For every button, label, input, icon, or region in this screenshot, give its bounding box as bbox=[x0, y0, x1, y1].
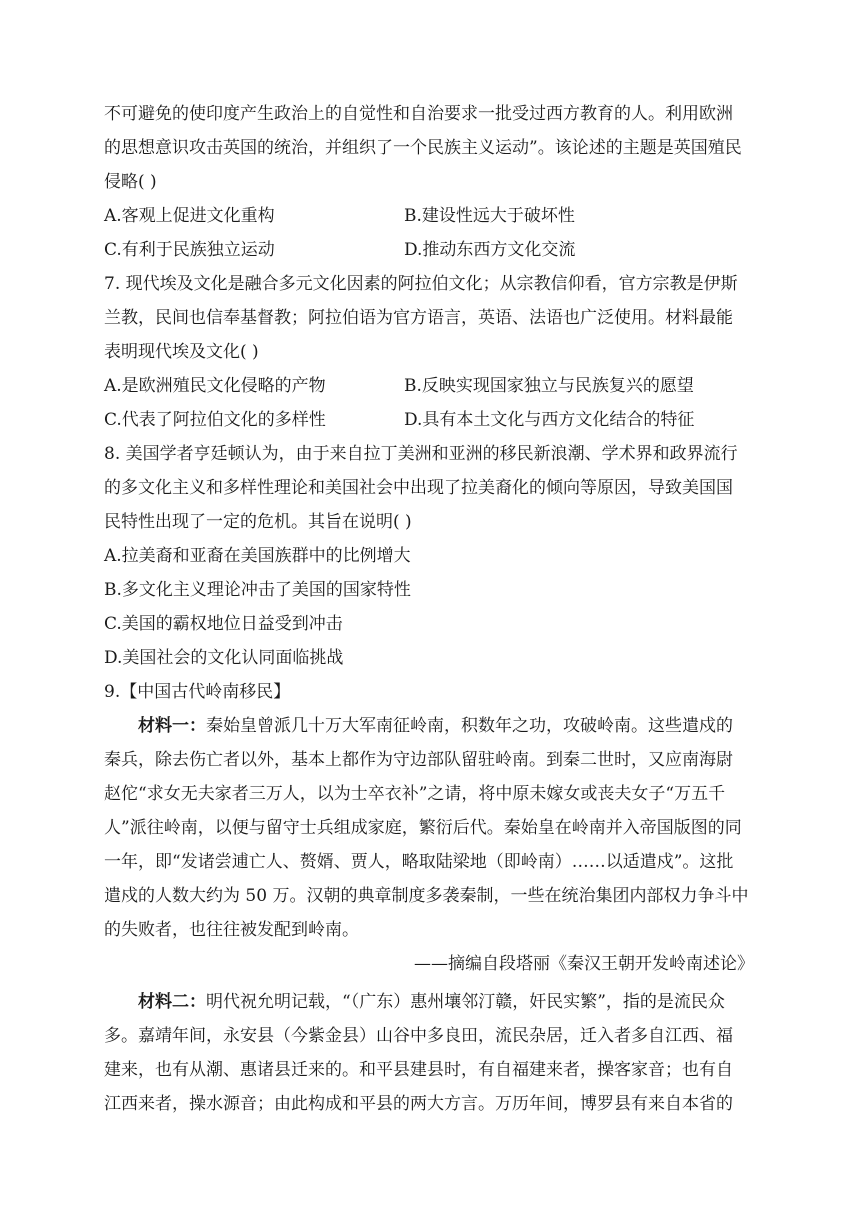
q9-material-1-first-line bbox=[138, 714, 764, 738]
q9-material-1-line-4: 人”派往岭南，以便与留守士兵组成家庭，繁衍后代。秦始皇在岭南并入帝国版图的同 bbox=[104, 818, 742, 838]
q9-material-2-line-3: 建来，也有从潮、惠诸县迁来的。和平县建县时，有自福建来者，操客家音；也有自 bbox=[104, 1060, 733, 1080]
q9-material-2-first-line bbox=[138, 990, 764, 1014]
q9-title: 9.【中国古代岭南移民】 bbox=[104, 682, 291, 702]
q9-material-1-source: ——摘编自段塔丽《秦汉王朝开发岭南述论》 bbox=[414, 954, 754, 974]
q9-material-2-line-1: 明代祝允明记载，“（广东）惠州壤邻汀赣，奸民实繁”，指的是流民众 bbox=[206, 992, 725, 1012]
q9-material-2-label: 材料二： bbox=[138, 992, 206, 1012]
q6-option-b[interactable]: B.建设性远大于破坏性 bbox=[404, 206, 575, 226]
q8-stem-line-2: 的多文化主义和多样性理论和美国社会中出现了拉美裔化的倾向等原因，导致美国国 bbox=[104, 478, 733, 498]
q9-material-1-line-7: 的失败者，也往往被发配到岭南。 bbox=[104, 920, 359, 940]
q8-option-d[interactable]: D.美国社会的文化认同面临挑战 bbox=[104, 648, 344, 668]
q9-material-1-line-5: 一年，即“发诸尝逋亡人、赘婿、贾人，略取陆梁地（即岭南）……以适遣戍”。这批 bbox=[104, 852, 734, 872]
q6-stem-line-1: 不可避免的使印度产生政治上的自觉性和自治要求一批受过西方教育的人。利用欧洲 bbox=[104, 104, 733, 124]
q6-option-d[interactable]: D.推动东西方文化交流 bbox=[404, 240, 576, 260]
q7-stem-line-1: 7. 现代埃及文化是融合多元文化因素的阿拉伯文化；从宗教信仰看，官方宗教是伊斯 bbox=[104, 274, 738, 294]
q8-stem-line-1: 8. 美国学者亨廷顿认为，由于来自拉丁美洲和亚洲的移民新浪潮、学术界和政界流行 bbox=[104, 444, 738, 464]
q7-stem-line-3: 表明现代埃及文化( ) bbox=[104, 342, 259, 362]
q9-material-1-line-6: 遣戍的人数大约为 50 万。汉朝的典章制度多袭秦制，一些在统治集团内部权力争斗中 bbox=[104, 886, 749, 906]
q7-option-b[interactable]: B.反映实现国家独立与民族复兴的愿望 bbox=[404, 376, 694, 396]
q9-material-1-line-2: 秦兵，除去伤亡者以外，基本上都作为守边部队留驻岭南。到秦二世时，又应南海尉 bbox=[104, 750, 733, 770]
q8-option-c[interactable]: C.美国的霸权地位日益受到冲击 bbox=[104, 614, 343, 634]
q9-material-1-line-3: 赵佗“求女无夫家者三万人，以为士卒衣补”之请，将中原未嫁女或丧夫女子“万五千 bbox=[104, 784, 726, 804]
q9-material-2-line-4: 江西来者，操水源音；由此构成和平县的两大方言。万历年间，博罗县有来自本省的 bbox=[104, 1094, 733, 1114]
q6-stem-line-2: 的思想意识攻击英国的统治，并组织了一个民族主义运动”。该论述的主题是英国殖民 bbox=[104, 138, 742, 158]
q8-option-a[interactable]: A.拉美裔和亚裔在美国族群中的比例增大 bbox=[104, 546, 411, 566]
q9-material-1-line-1: 秦始皇曾派几十万大军南征岭南，积数年之功，攻破岭南。这些遣戍的 bbox=[206, 716, 733, 736]
q8-option-b[interactable]: B.多文化主义理论冲击了美国的国家特性 bbox=[104, 580, 411, 600]
q7-stem-line-2: 兰教，民间也信奉基督教；阿拉伯语为官方语言，英语、法语也广泛使用。材料最能 bbox=[104, 308, 733, 328]
q6-stem-line-3: 侵略( ) bbox=[104, 172, 157, 192]
q7-option-c[interactable]: C.代表了阿拉伯文化的多样性 bbox=[104, 410, 326, 430]
q8-stem-line-3: 民特性出现了一定的危机。其旨在说明( ) bbox=[104, 512, 412, 532]
q9-material-1-label: 材料一： bbox=[138, 716, 206, 736]
q6-option-c[interactable]: C.有利于民族独立运动 bbox=[104, 240, 275, 260]
q7-option-a[interactable]: A.是欧洲殖民文化侵略的产物 bbox=[104, 376, 326, 396]
q9-material-2-line-2: 多。嘉靖年间，永安县（今紫金县）山谷中多良田，流民杂居，迁入者多自江西、福 bbox=[104, 1026, 733, 1046]
q6-option-a[interactable]: A.客观上促进文化重构 bbox=[104, 206, 275, 226]
q7-option-d[interactable]: D.具有本土文化与西方文化结合的特征 bbox=[404, 410, 695, 430]
